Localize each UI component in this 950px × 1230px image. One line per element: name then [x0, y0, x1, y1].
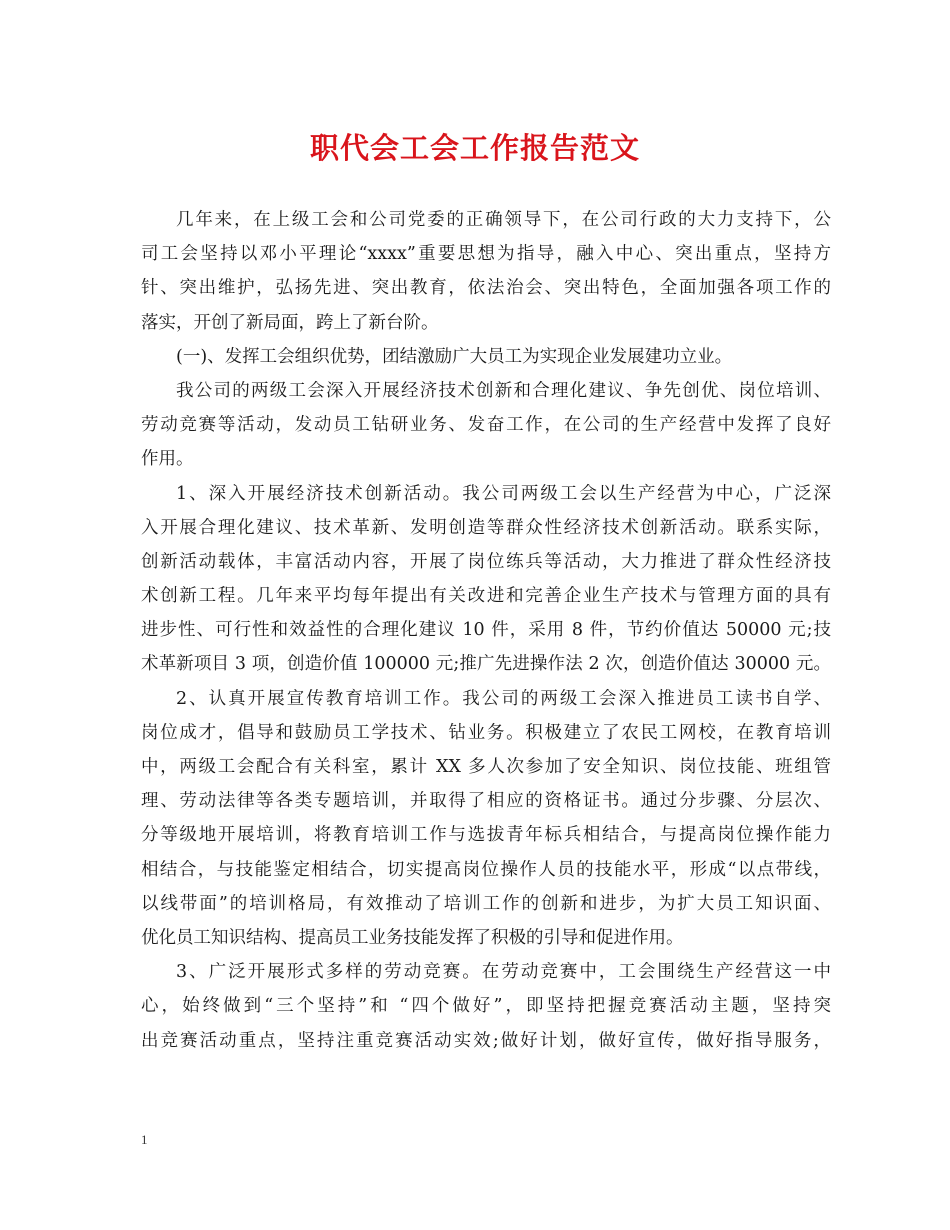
paragraph-overview — [141, 374, 831, 477]
text-line: 进步性、可行性和效益性的合理化建议 10 件，采用 8 件，节约价值达 50000 元;技 — [141, 620, 831, 641]
text-line: 司工会坚持以邓小平理论“xxxx”重要思想为指导，融入中心、突出重点，坚持方 — [141, 244, 831, 265]
document-body — [141, 203, 831, 1058]
text-line: (一)、发挥工会组织优势，团结激励广大员工为实现企业发展建功立业。 — [176, 346, 733, 367]
paragraph-item-1 — [141, 477, 831, 682]
text-line: 中，两级工会配合有关科室，累计 XX 多人次参加了安全知识、岗位技能、班组管 — [141, 757, 831, 777]
paragraph-item-2 — [141, 682, 831, 956]
text-line: 术革新项目 3 项，创造价值 100000 元;推广先进操作法 2 次，创造价值达 30000 元。 — [141, 654, 831, 675]
text-line: 我公司的两级工会深入开展经济技术创新和合理化建议、争先创优、岗位培训、 — [176, 380, 831, 401]
text-line: 术创新工程。几年来平均每年提出有关改进和完善企业生产技术与管理方面的具有 — [141, 586, 831, 607]
text-line: 2、认真开展宣传教育培训工作。我公司的两级工会深入推进员工读书自学、 — [176, 688, 831, 709]
text-line: 理、劳动法律等各类专题培训，并取得了相应的资格证书。通过分步骤、分层次、 — [141, 791, 831, 812]
text-line: 岗位成才，倡导和鼓励员工学技术、钻业务。积极建立了农民工网校，在教育培训 — [141, 722, 831, 743]
text-line: 1、深入开展经济技术创新活动。我公司两级工会以生产经营为中心，广泛深 — [176, 483, 831, 504]
document-title: 职代会工会工作报告范文 — [309, 131, 640, 165]
text-line: 落实，开创了新局面，跨上了新台阶。 — [141, 312, 439, 333]
text-line: 创新活动载体，丰富活动内容，开展了岗位练兵等活动，大力推进了群众性经济技 — [141, 551, 831, 572]
text-line: 针、突出维护，弘扬先进、突出教育，依法治会、突出特色，全面加强各项工作的 — [141, 278, 831, 299]
paragraph-section-heading — [141, 340, 831, 374]
paragraph-intro — [141, 203, 831, 340]
text-line: 优化员工知识结构、提高员工业务技能发挥了积极的引导和促进作用。 — [141, 927, 684, 948]
text-line: 3、广泛开展形式多样的劳动竞赛。在劳动竞赛中，工会围绕生产经营这一中 — [176, 962, 831, 983]
text-line: 作用。 — [141, 449, 194, 470]
text-line: 入开展合理化建议、技术革新、发明创造等群众性经济技术创新活动。联系实际， — [141, 517, 831, 538]
text-line: 出竞赛活动重点，坚持注重竞赛活动实效;做好计划，做好宣传，做好指导服务， — [141, 1030, 831, 1051]
paragraph-item-3 — [141, 955, 831, 1058]
text-line: 几年来，在上级工会和公司党委的正确领导下，在公司行政的大力支持下，公 — [176, 210, 831, 230]
text-line: 分等级地开展培训，将教育培训工作与选拔青年标兵相结合，与提高岗位操作能力 — [141, 825, 831, 846]
page-number: 1 — [141, 1132, 148, 1147]
text-line: 相结合，与技能鉴定相结合，切实提高岗位操作人员的技能水平，形成“以点带线， — [141, 859, 831, 880]
text-line: 以线带面”的培训格局，有效推动了培训工作的创新和进步，为扩大员工知识面、 — [141, 893, 831, 914]
text-line: 劳动竞赛等活动，发动员工钻研业务、发奋工作，在公司的生产经营中发挥了良好 — [141, 415, 831, 436]
text-line: 心，始终做到“三个坚持”和 “四个做好”，即坚持把握竞赛活动主题，坚持突 — [141, 996, 831, 1017]
